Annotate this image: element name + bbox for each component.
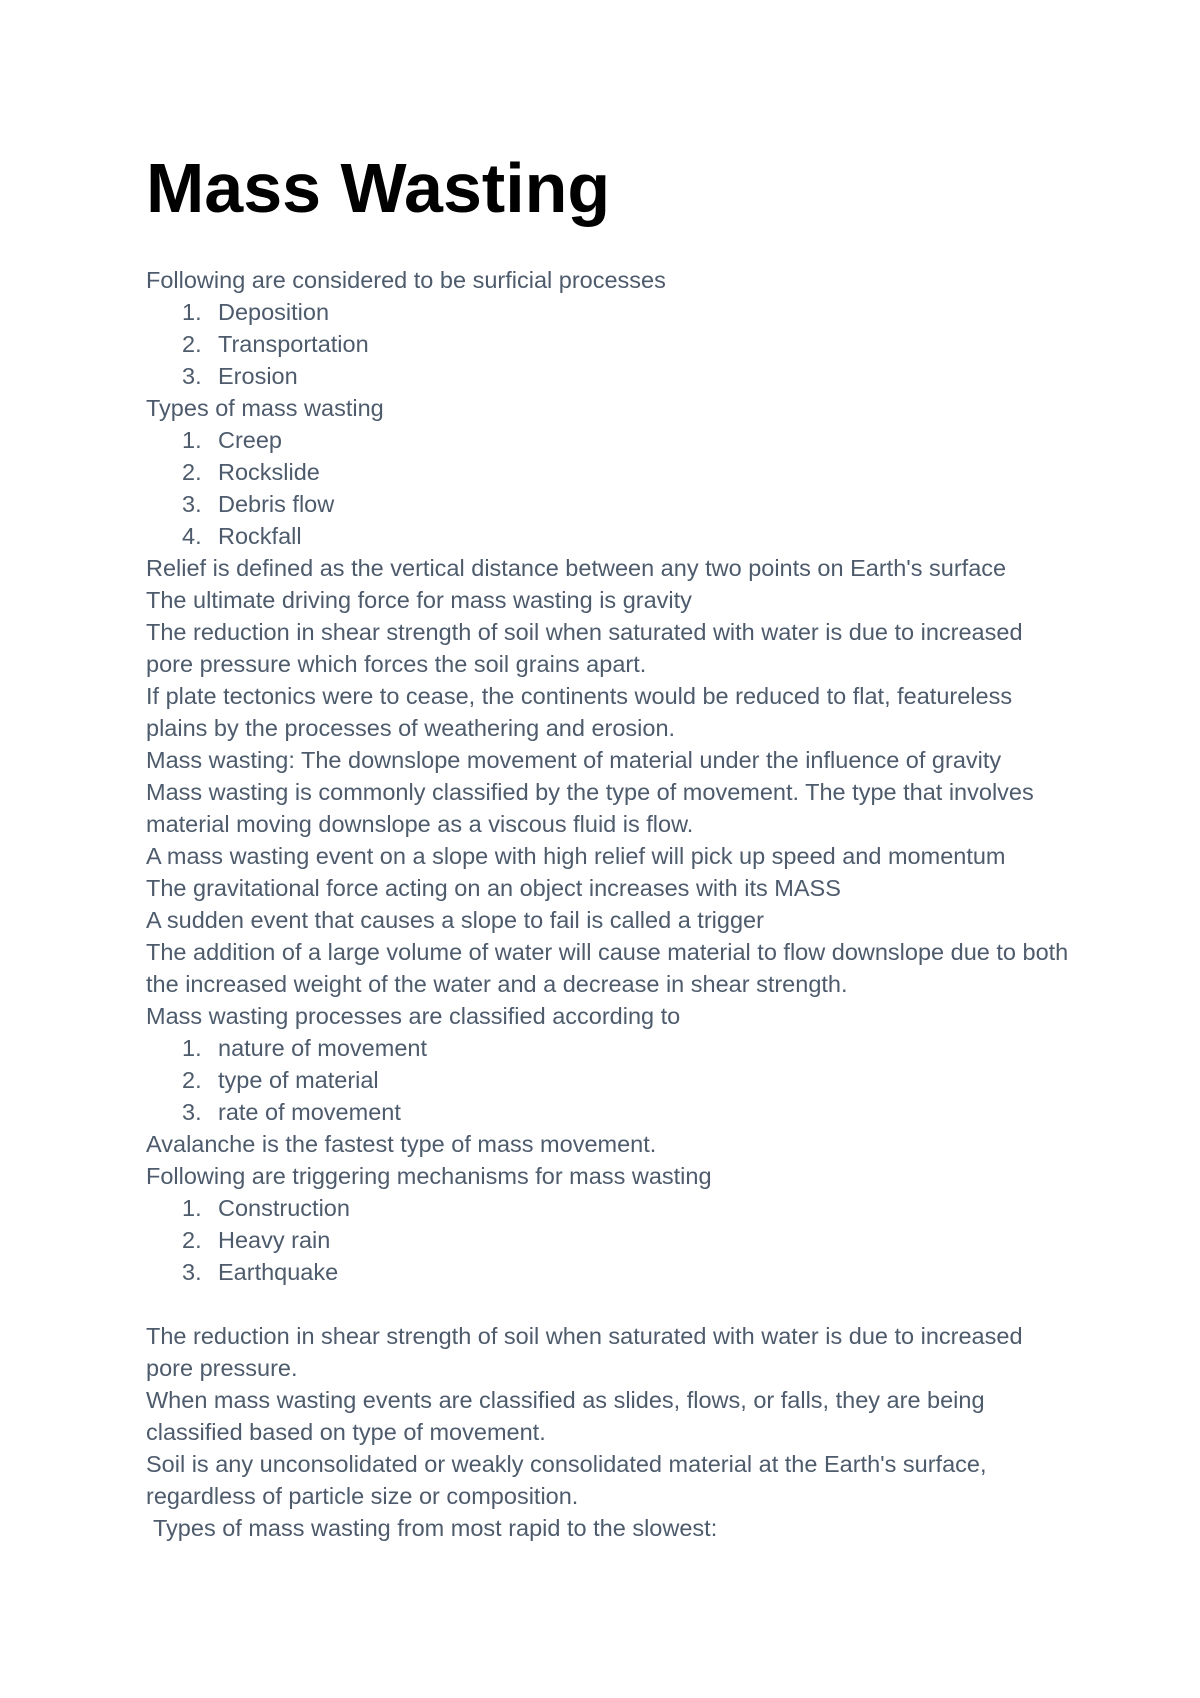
paragraph: Avalanche is the fastest type of mass movement. — [146, 1131, 657, 1157]
list-item — [146, 1032, 1076, 1064]
list-item-number: 3. — [182, 1099, 202, 1125]
numbered-list — [146, 1032, 1076, 1128]
list-item — [146, 360, 1076, 392]
paragraph: Mass wasting processes are classified according to — [146, 1003, 681, 1029]
list-item — [146, 1096, 1076, 1128]
paragraph: A sudden event that causes a slope to fail is called a trigger — [146, 907, 764, 933]
list-item-text: Earthquake — [218, 1259, 339, 1285]
numbered-list — [146, 296, 1076, 392]
list-item-text: Heavy rain — [218, 1227, 331, 1253]
list-item — [146, 488, 1076, 520]
list-item — [146, 1192, 1076, 1224]
paragraph: When mass wasting events are classified as slides, flows, or falls, they are being classified based on type of movement. — [146, 1387, 985, 1445]
list-item-text: Rockfall — [218, 523, 302, 549]
paragraph: Following are triggering mechanisms for mass wasting — [146, 1163, 712, 1189]
list-item-text: Rockslide — [218, 459, 320, 485]
list-item-text: Construction — [218, 1195, 350, 1221]
list-item — [146, 520, 1076, 552]
paragraph: Following are considered to be surficial processes — [146, 267, 666, 293]
list-item — [146, 1256, 1076, 1288]
paragraph: Relief is defined as the vertical distance between any two points on Earth's surface — [146, 555, 1007, 581]
list-item-text: rate of movement — [218, 1099, 401, 1125]
list-item-number: 1. — [182, 1195, 202, 1221]
list-item-number: 1. — [182, 299, 202, 325]
list-item — [146, 456, 1076, 488]
list-item-text: Debris flow — [218, 491, 335, 517]
list-item-number: 4. — [182, 523, 202, 549]
list-item-number: 2. — [182, 331, 202, 357]
list-item — [146, 328, 1076, 360]
list-item-number: 3. — [182, 491, 202, 517]
paragraph: The gravitational force acting on an object increases with its MASS — [146, 875, 841, 901]
list-item-number: 2. — [182, 459, 202, 485]
paragraph: The addition of a large volume of water will cause material to flow downslope due to both the increased weight of the water and a decrease in shear strength. — [146, 939, 1069, 997]
paragraph: The reduction in shear strength of soil when saturated with water is due to increased pore pressure. — [146, 1323, 1023, 1381]
list-item-text: Transportation — [218, 331, 369, 357]
list-item — [146, 1224, 1076, 1256]
list-item-text: Creep — [218, 427, 283, 453]
paragraph: Soil is any unconsolidated or weakly consolidated material at the Earth's surface, regardless of particle size or composition. — [146, 1451, 987, 1509]
list-item-text: Erosion — [218, 363, 298, 389]
numbered-list — [146, 424, 1076, 552]
paragraph: Mass wasting: The downslope movement of material under the influence of gravity — [146, 747, 1002, 773]
list-item — [146, 424, 1076, 456]
document-body — [146, 264, 1076, 1544]
page-title: Mass Wasting — [146, 149, 611, 227]
paragraph: Mass wasting is commonly classified by the type of movement. The type that involves material moving downslope as a viscous fluid is flow. — [146, 779, 1034, 837]
list-item-number: 2. — [182, 1227, 202, 1253]
list-item-number: 1. — [182, 1035, 202, 1061]
list-item-number: 3. — [182, 363, 202, 389]
paragraph: Types of mass wasting — [146, 395, 384, 421]
blank-line — [146, 1288, 1076, 1320]
paragraph: If plate tectonics were to cease, the continents would be reduced to flat, featureless plains by the processes of weathering and erosion. — [146, 683, 1013, 741]
list-item-number: 1. — [182, 427, 202, 453]
paragraph: The ultimate driving force for mass wasting is gravity — [146, 587, 692, 613]
paragraph: The reduction in shear strength of soil when saturated with water is due to increased pore pressure which forces the soil grains apart. — [146, 619, 1023, 677]
list-item-text: Deposition — [218, 299, 330, 325]
list-item-number: 2. — [182, 1067, 202, 1093]
list-item-text: type of material — [218, 1067, 379, 1093]
list-item — [146, 296, 1076, 328]
list-item — [146, 1064, 1076, 1096]
list-item-number: 3. — [182, 1259, 202, 1285]
numbered-list — [146, 1192, 1076, 1288]
list-item-text: nature of movement — [218, 1035, 427, 1061]
paragraph: Types of mass wasting from most rapid to the slowest: — [153, 1515, 718, 1541]
paragraph: A mass wasting event on a slope with high relief will pick up speed and momentum — [146, 843, 1006, 869]
